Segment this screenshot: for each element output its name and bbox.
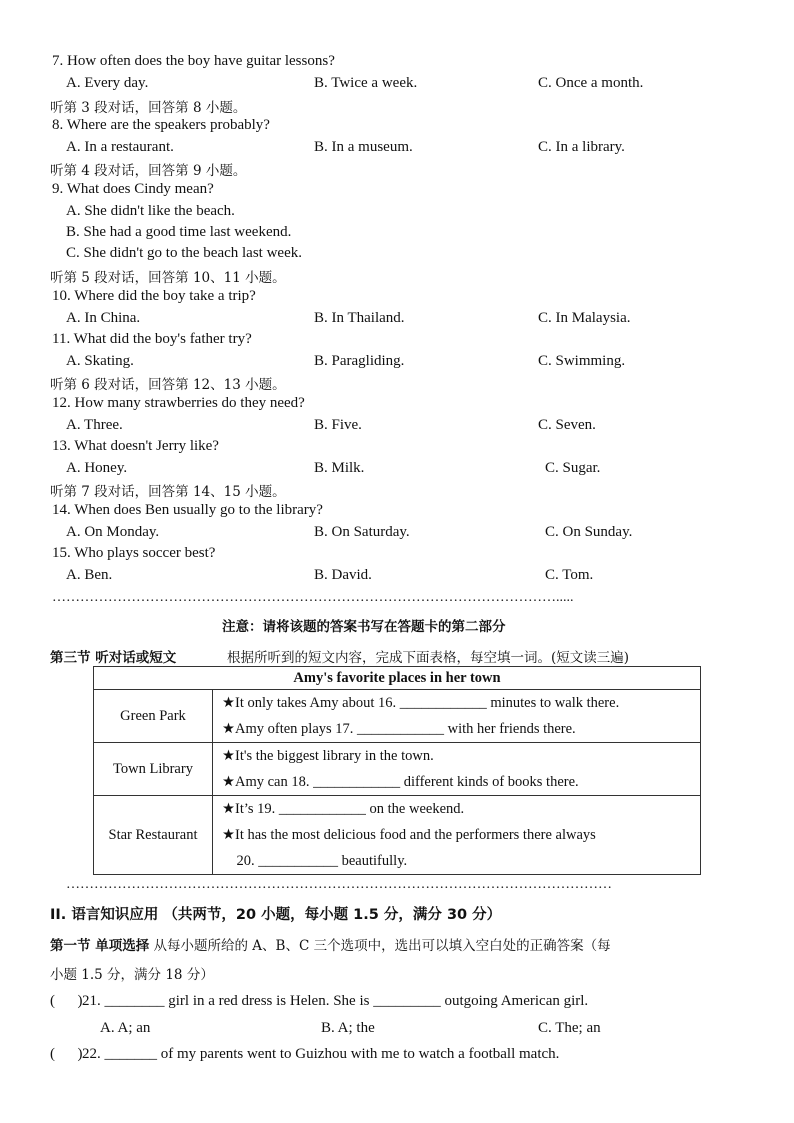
answer-bracket-21[interactable]: ( )	[50, 993, 83, 1009]
question-15-option-b: B. David.	[314, 567, 372, 583]
question-12-option-b: B. Five.	[314, 417, 362, 433]
question-14-option-c: C. On Sunday.	[545, 524, 633, 540]
dotted-separator: ………………………………………………………………………………………………………	[66, 877, 612, 892]
answer-sheet-notice: 注意：请将该题的答案书写在答题卡的第二部分	[222, 619, 506, 635]
question-7-option-c: C. Once a month.	[538, 75, 644, 91]
question-10-option-a: A. In China.	[66, 310, 141, 326]
question-8-stem: 8. Where are the speakers probably?	[52, 117, 270, 133]
place-cell: Star Restaurant	[94, 796, 213, 875]
detail-line: ★It only takes Amy about 16. ____________ minutes to walk there.	[222, 695, 620, 711]
question-21-option-c: C. The; an	[538, 1020, 601, 1036]
question-14-stem: 14. When does Ben usually go to the library?	[52, 502, 323, 518]
question-9-option-a: A. She didn't like the beach.	[66, 203, 235, 219]
section-3-title: 第三节 听对话或短文	[50, 650, 177, 666]
section-1-instruction-cont: 小题 1.5 分，满分 18 分）	[50, 967, 214, 983]
table-row	[94, 796, 701, 875]
question-8-option-b: B. In a museum.	[314, 139, 413, 155]
question-7-option-b: B. Twice a week.	[314, 75, 418, 91]
question-13-option-a: A. Honey.	[66, 460, 128, 476]
question-11-option-a: A. Skating.	[66, 353, 134, 369]
question-14-option-a: A. On Monday.	[66, 524, 160, 540]
question-15-option-a: A. Ben.	[66, 567, 113, 583]
question-10-option-b: B. In Thailand.	[314, 310, 405, 326]
detail-line: ★Amy often plays 17. ____________ with her friends there.	[222, 721, 576, 737]
question-13-option-b: B. Milk.	[314, 460, 365, 476]
dialogue-3-instruction: 听第 3 段对话，回答第 8 小题。	[50, 100, 247, 116]
question-21-stem: 21. ________ girl in a red dress is Helen. She is _________ outgoing American girl.	[82, 993, 589, 1009]
table-header: Amy's favorite places in her town	[94, 667, 701, 690]
dialogue-5-instruction: 听第 5 段对话，回答第 10、11 小题。	[50, 270, 286, 286]
section-1-instruction: 从每小题所给的 A、B、C 三个选项中，选出可以填入空白处的正确答案（每	[149, 938, 611, 954]
answer-bracket-22[interactable]: ( )	[50, 1046, 83, 1062]
question-15-stem: 15. Who plays soccer best?	[52, 545, 216, 561]
question-9-option-b: B. She had a good time last weekend.	[66, 224, 292, 240]
question-21-option-b: B. A; the	[321, 1020, 375, 1036]
question-10-stem: 10. Where did the boy take a trip?	[52, 288, 256, 304]
detail-line: ★It has the most delicious food and the performers there always	[222, 827, 596, 843]
question-8-option-a: A. In a restaurant.	[66, 139, 174, 155]
question-11-option-c: C. Swimming.	[538, 353, 626, 369]
dialogue-7-instruction: 听第 7 段对话，回答第 14、15 小题。	[50, 484, 286, 500]
dialogue-4-instruction: 听第 4 段对话，回答第 9 小题。	[50, 163, 247, 179]
detail-line: ★It’s 19. ____________ on the weekend.	[222, 801, 465, 817]
detail-line: ★It's the biggest library in the town.	[222, 748, 434, 764]
section-1-title: 第一节 单项选择	[50, 938, 150, 954]
question-22-stem: 22. _______ of my parents went to Guizhou with me to watch a football match.	[82, 1046, 560, 1062]
favorite-places-table	[93, 666, 701, 875]
question-11-option-b: B. Paragliding.	[314, 353, 405, 369]
dialogue-6-instruction: 听第 6 段对话，回答第 12、13 小题。	[50, 377, 286, 393]
question-9-option-c: C. She didn't go to the beach last week.	[66, 245, 302, 261]
question-10-option-c: C. In Malaysia.	[538, 310, 631, 326]
question-9-stem: 9. What does Cindy mean?	[52, 181, 214, 197]
question-12-option-c: C. Seven.	[538, 417, 596, 433]
place-cell: Green Park	[94, 690, 213, 743]
place-cell: Town Library	[94, 743, 213, 796]
table-row	[94, 743, 701, 796]
dotted-separator: ……………………………………………………………………………………………….....	[52, 590, 574, 605]
part-2-title: II. 语言知识应用 （共两节，20 小题，每小题 1.5 分，满分 30 分）	[50, 907, 502, 923]
detail-cell	[213, 690, 701, 743]
question-13-option-c: C. Sugar.	[545, 460, 601, 476]
question-13-stem: 13. What doesn't Jerry like?	[52, 438, 219, 454]
section-3-instruction: 根据所听到的短文内容，完成下面表格，每空填一词。(短文读三遍)	[227, 650, 630, 666]
detail-cell	[213, 796, 701, 875]
question-15-option-c: C. Tom.	[545, 567, 594, 583]
question-12-option-a: A. Three.	[66, 417, 123, 433]
question-11-stem: 11. What did the boy's father try?	[52, 331, 252, 347]
detail-line: ★Amy can 18. ____________ different kinds of books there.	[222, 774, 579, 790]
question-7-option-a: A. Every day.	[66, 75, 149, 91]
table-row	[94, 690, 701, 743]
question-21-option-a: A. A; an	[100, 1020, 151, 1036]
section-1-heading	[50, 934, 611, 954]
question-14-option-b: B. On Saturday.	[314, 524, 410, 540]
detail-cell	[213, 743, 701, 796]
question-7-stem: 7. How often does the boy have guitar lessons?	[52, 53, 335, 69]
detail-line: 20. ___________ beautifully.	[222, 853, 408, 869]
question-8-option-c: C. In a library.	[538, 139, 625, 155]
question-12-stem: 12. How many strawberries do they need?	[52, 395, 305, 411]
